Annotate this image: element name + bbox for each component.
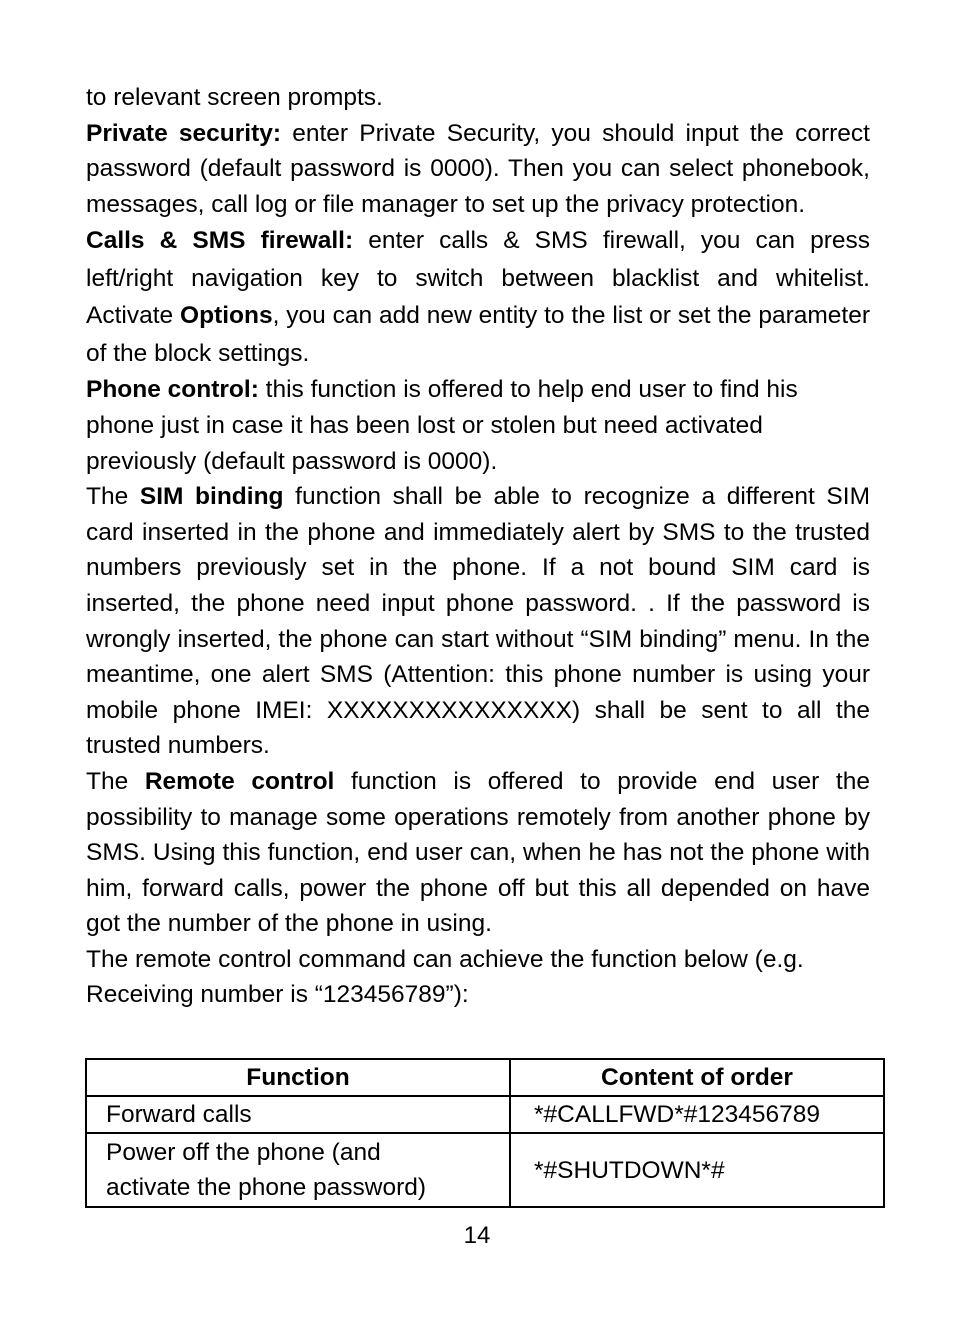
paragraph-text: function shall be able to recognize a different SIM card inserted in the phone and immediately alert by SMS to the trusted numbers previously set in the phone. If a not bound SIM card is inserted, the phone need input phone password. . If the password is wrongly inserted, the phone can start without “SIM binding” menu. In the meantime, one alert SMS (Attention: this phone number is using your mobile phone IMEI: XXXXXXXXXXXXXXX) shall be sent to all the trusted numbers. bbox=[86, 483, 870, 760]
term-sim-binding: SIM binding bbox=[139, 483, 284, 511]
term-phone-control: Phone control: bbox=[86, 376, 259, 404]
paragraph-text: this function is offered to help end user to find his bbox=[258, 376, 798, 404]
page-number: 14 bbox=[463, 1222, 491, 1249]
term-firewall: Calls & SMS firewall: bbox=[86, 227, 354, 255]
paragraph-remote-control bbox=[86, 764, 870, 942]
body-text bbox=[86, 80, 870, 1013]
term-remote-control: Remote control bbox=[144, 767, 335, 795]
paragraph-text: enter calls & SMS firewall, you can press left/right navigation key to switch between blacklist and whitelist. Activate bbox=[86, 227, 870, 330]
paragraph-phone-control bbox=[86, 372, 870, 479]
paragraph-text: Receiving number is “123456789”): bbox=[86, 981, 469, 1009]
cell-order: *#SHUTDOWN*# bbox=[510, 1133, 884, 1207]
paragraph-text: , you can add new entity to the list or set the parameter of the block settings. bbox=[86, 302, 870, 367]
paragraph-text: enter Private Security, you should input the correct password (default password is 0000). Then you can select phonebook, messages, call log or file manager to set up the privacy protection. bbox=[86, 119, 870, 218]
term-options: Options bbox=[180, 302, 273, 330]
paragraph-command-intro bbox=[86, 942, 870, 1013]
cell-function: Forward calls bbox=[86, 1096, 510, 1133]
header-content-of-order: Content of order bbox=[510, 1059, 884, 1096]
paragraph-sim-binding bbox=[86, 479, 870, 764]
table-header-row bbox=[86, 1059, 884, 1096]
paragraph-text: The bbox=[86, 767, 145, 795]
paragraph-continuation: to relevant screen prompts. bbox=[86, 84, 383, 111]
term-private-security: Private security: bbox=[86, 119, 282, 147]
table-row bbox=[86, 1133, 884, 1207]
table-row bbox=[86, 1096, 884, 1133]
paragraph-text: function is offered to provide end user the possibility to manage some operations remotely from another phone by SMS. Using this function, end user can, when he has not the phone with him, forward calls, power the phone off but this all depended on have got the number of the phone in using. bbox=[86, 767, 870, 938]
cell-function bbox=[86, 1133, 510, 1207]
header-function: Function bbox=[86, 1059, 510, 1096]
cell-order: *#CALLFWD*#123456789 bbox=[510, 1096, 884, 1133]
paragraph-text: phone just in case it has been lost or stolen but need activated bbox=[86, 411, 763, 439]
cell-text: Power off the phone (and bbox=[106, 1139, 381, 1166]
paragraph-firewall bbox=[86, 222, 870, 372]
paragraph-private-security bbox=[86, 116, 870, 223]
paragraph-text: The bbox=[86, 483, 140, 511]
paragraph-text: The remote control command can achieve the function below (e.g. bbox=[86, 945, 804, 973]
cell-text: activate the phone password) bbox=[106, 1174, 427, 1201]
remote-command-table bbox=[85, 1058, 885, 1208]
paragraph-text: previously (default password is 0000). bbox=[86, 447, 498, 475]
